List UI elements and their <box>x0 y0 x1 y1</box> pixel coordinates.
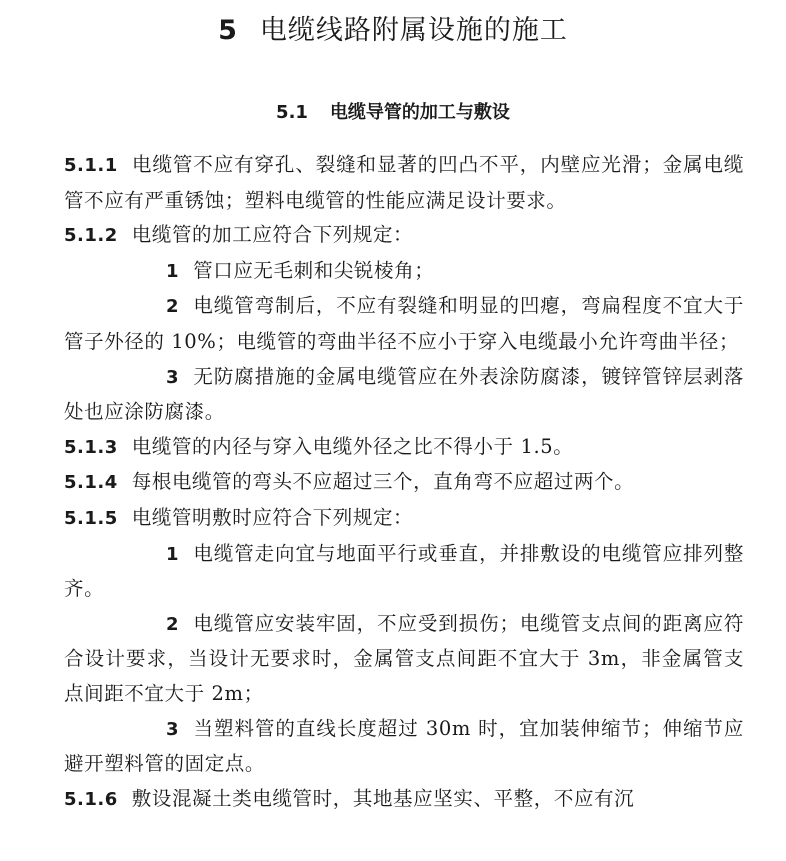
clause-paragraph <box>64 218 744 254</box>
chapter-number: 5 <box>218 15 238 46</box>
section-number: 5.1 <box>276 102 308 123</box>
list-item <box>64 360 744 430</box>
list-item <box>64 537 744 607</box>
chapter-heading <box>0 14 786 48</box>
clause-number: 5.1.2 <box>64 225 118 247</box>
paragraph-text: 无防腐措施的金属电缆管应在外表涂防腐漆，镀锌管锌层剥落处也应涂防腐漆。 <box>64 364 744 424</box>
clause-number: 5.1.4 <box>64 472 118 494</box>
list-item <box>64 289 744 359</box>
clause-number: 5.1.1 <box>64 155 118 176</box>
paragraph-text: 每根电缆管的弯头不应超过三个，直角弯不应超过两个。 <box>131 470 635 494</box>
clause-number: 5.1.5 <box>64 507 118 529</box>
clause-paragraph <box>64 148 744 218</box>
paragraph-text: 电缆管不应有穿孔、裂缝和显著的凹凸不平，内壁应光滑；金属电缆管不应有严重锈蚀；塑料电缆管的性能应满足设计要求。 <box>64 153 744 212</box>
section-heading <box>0 99 786 127</box>
item-number: 2 <box>166 613 180 635</box>
item-number: 1 <box>166 543 180 565</box>
document-body <box>64 148 744 817</box>
list-item <box>64 254 744 290</box>
item-number: 3 <box>166 718 180 740</box>
clause-paragraph <box>64 430 744 466</box>
list-item <box>64 712 744 782</box>
list-item <box>64 607 744 712</box>
item-number: 1 <box>166 260 180 282</box>
paragraph-text: 电缆管弯制后，不应有裂缝和明显的凹瘪，弯扁程度不宜大于管子外径的 10%；电缆管的弯曲半径不应小于穿入电缆最小允许弯曲半径； <box>64 294 744 353</box>
paragraph-text: 电缆管应安装牢固，不应受到损伤；电缆管支点间的距离应符合设计要求，当设计无要求时，金属管支点间距不宜大于 3m，非金属管支点间距不宜大于 2m； <box>64 611 744 705</box>
paragraph-text: 电缆管明敷时应符合下列规定： <box>131 505 414 529</box>
paragraph-text: 当塑料管的直线长度超过 30m 时，宜加装伸缩节；伸缩节应避开塑料管的固定点。 <box>64 716 744 776</box>
clause-paragraph <box>64 465 744 501</box>
chapter-title: 电缆线路附属设施的施工 <box>259 15 568 46</box>
clause-number: 5.1.3 <box>64 436 118 458</box>
paragraph-text: 管口应无毛刺和尖锐棱角； <box>193 258 435 282</box>
clause-number: 5.1.6 <box>64 788 118 810</box>
item-number: 2 <box>166 296 180 318</box>
clause-paragraph <box>64 501 744 537</box>
section-title: 电缆导管的加工与敷设 <box>329 102 510 123</box>
clause-paragraph <box>64 782 744 818</box>
item-number: 3 <box>166 366 180 388</box>
paragraph-text: 电缆管的内径与穿入电缆外径之比不得小于 1.5。 <box>131 434 574 458</box>
paragraph-text: 敷设混凝土类电缆管时，其地基应坚实、平整，不应有沉 <box>131 786 635 810</box>
paragraph-text: 电缆管的加工应符合下列规定： <box>131 223 414 247</box>
paragraph-text: 电缆管走向宜与地面平行或垂直，并排敷设的电缆管应排列整齐。 <box>64 541 744 601</box>
